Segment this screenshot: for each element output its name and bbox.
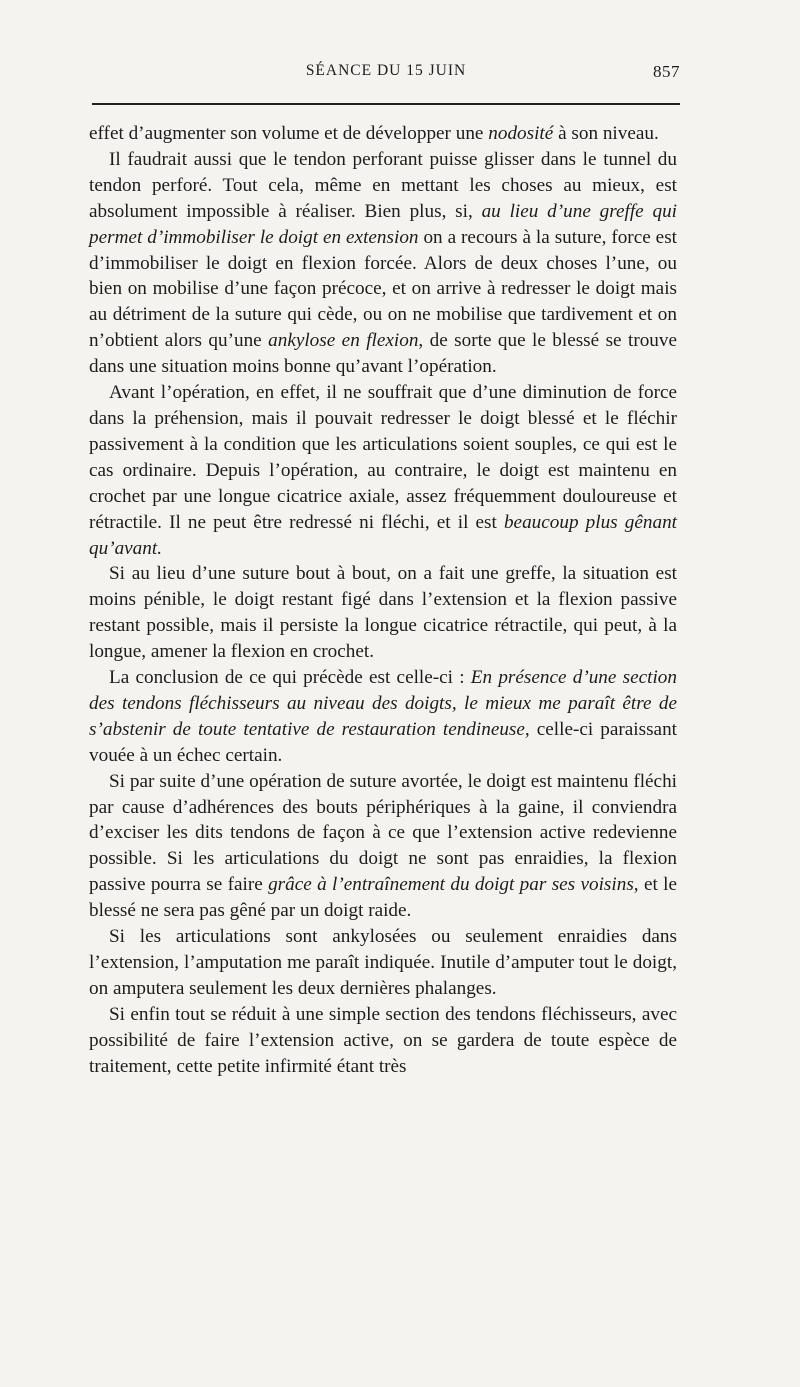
paragraph-p8 xyxy=(89,1002,677,1080)
paragraph-p2 xyxy=(89,147,677,380)
italic-text: nodosité xyxy=(488,123,554,144)
text-segment: Si enfin tout se réduit à une simple section des tendons fléchisseurs, avec possibilité de faire l’extension active, on se gardera de toute espèce de traitement, cette petite infirmité étant très xyxy=(89,1003,677,1077)
italic-text: grâce à l’entraînement du doigt par ses voisins xyxy=(268,874,634,896)
text-segment: , et le blessé ne sera pas gêné par un doigt raide. xyxy=(89,874,677,922)
text-segment: on a recours à la suture, force est d’immobiliser le doigt en flexion forcée. Alors de deux choses l’une, ou bien on mobilise d’une façon précoce, et on arrive à redresser le doigt mais au détriment de la suture qui cède, ou on ne mobilise que tardivement et on n’obtient alors qu’une xyxy=(89,226,677,352)
paragraph-p6 xyxy=(89,769,677,924)
italic-text: ankylose en flexion xyxy=(268,330,419,352)
paragraph-p3 xyxy=(89,380,677,561)
running-title: SÉANCE DU 15 JUIN xyxy=(305,62,467,79)
text-segment: à son niveau. xyxy=(553,123,659,144)
italic-text: beaucoup plus gênant qu’avant. xyxy=(89,511,677,559)
paragraph-p7 xyxy=(89,924,677,1002)
text-segment: Si les articulations sont ankylosées ou seulement enraidies dans l’extension, l’amputation me paraît indiquée. Inutile d’amputer tout le doigt, on amputera seulement les deux dernières phalanges. xyxy=(89,926,677,999)
text-segment: , de sorte que le blessé se trouve dans une situation moins bonne qu’avant l’opération. xyxy=(89,330,678,378)
header-rule xyxy=(92,103,680,105)
paragraph-p4 xyxy=(89,561,677,665)
text-segment: Il faudrait aussi que le tendon perforant puisse glisser dans le tunnel du tendon perforé. Tout cela, même en mettant les choses au mieux, est absolument impossible à réaliser. Bien plus, si, xyxy=(89,148,677,222)
text-segment: Avant l’opération, en effet, il ne souffrait que d’une diminution de force dans la préhension, mais il pouvait redresser le doigt blessé et le fléchir passivement à la condition que les articulations soient souples, ce qui est le cas ordinaire. Depuis l’opération, au contraire, le doigt est maintenu en crochet par une longue cicatrice axiale, assez fréquemment douloureuse et rétractile. Il ne peut être redressé ni fléchi, et il est xyxy=(89,382,677,533)
italic-text: au lieu d’une greffe qui permet d’immobiliser le doigt en extension xyxy=(89,200,678,248)
paragraph-p1 xyxy=(89,121,677,147)
italic-text: En présence d’une section des tendons fléchisseurs au niveau des doigts, le mieux me paraît être de s’abstenir de toute tentative de restauration tendineuse xyxy=(89,667,677,740)
text-segment: effet d’augmenter son volume et de développer une xyxy=(89,123,489,144)
text-segment: Si au lieu d’une suture bout à bout, on a fait une greffe, la situation est moins pénible, le doigt restant figé dans l’extension et la flexion passive restant possible, mais il persiste la longue cicatrice rétractile, qui peut, à la longue, amener la flexion en crochet. xyxy=(89,563,677,663)
page-number: 857 xyxy=(653,62,680,81)
running-head xyxy=(92,62,680,86)
text-segment: , celle-ci paraissant vouée à un échec certain. xyxy=(89,718,677,766)
paragraph-p5 xyxy=(89,665,677,769)
body-text xyxy=(89,121,677,1080)
text-segment: La conclusion de ce qui précède est celle-ci : xyxy=(109,667,471,689)
text-segment: Si par suite d’une opération de suture avortée, le doigt est maintenu fléchi par cause d’adhérences des bouts périphériques à la gaine, il conviendra d’exciser les dits tendons de façon à ce que l’extension active redevienne possible. Si les articulations du doigt ne sont pas enraidies, la flexion passive pourra se faire xyxy=(89,770,677,896)
